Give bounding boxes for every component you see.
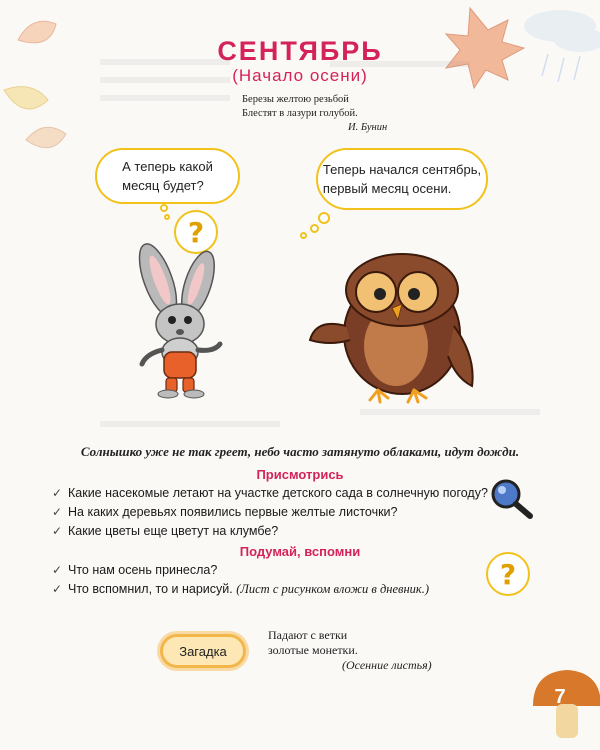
poem-line: Блестят в лазури голубой. <box>242 108 358 119</box>
check-icon: ✓ <box>52 486 63 500</box>
question-icon: ? <box>174 210 218 254</box>
section-look-heading: Присмотрись <box>256 467 344 482</box>
look-list <box>52 484 488 541</box>
question-icon: ? <box>486 552 530 596</box>
poem-author: И. Бунин <box>348 122 388 133</box>
check-icon: ✓ <box>52 524 63 538</box>
bubble-dot <box>318 212 330 224</box>
poem-line: Березы желтою резьбой <box>242 94 349 105</box>
bubble-line: первый месяц осени. <box>322 181 452 196</box>
list-item: ✓ Какие насекомые летают на участке детского сада в солнечную погоду? <box>52 484 488 503</box>
page-subtitle: (Начало осени) <box>232 66 368 85</box>
epigraph-poem <box>242 93 387 135</box>
check-icon: ✓ <box>52 582 63 596</box>
bubble-dot <box>310 224 319 233</box>
page-title: СЕНТЯБРЬ <box>217 36 383 66</box>
bubble-line: Теперь начался сентябрь, <box>322 162 482 177</box>
check-icon: ✓ <box>52 505 63 519</box>
list-item: ✓ Что нам осень принесла? <box>52 561 429 580</box>
bunny-illustration <box>108 240 238 400</box>
check-icon: ✓ <box>52 563 63 577</box>
riddle-line: золотые монетки. <box>268 643 358 657</box>
section-think-heading: Подумай, вспомни <box>239 544 361 559</box>
owl-speech-bubble <box>316 148 488 210</box>
riddle-text <box>268 628 432 673</box>
riddle-label: Загадка <box>160 634 246 668</box>
owl-illustration <box>292 234 492 404</box>
bubble-dot <box>164 214 170 220</box>
page-number: 7 <box>554 685 566 708</box>
bubble-line: месяц будет? <box>122 178 204 193</box>
bubble-line: А теперь какой <box>122 159 213 174</box>
list-item: ✓ Что вспомнил, то и нарисуй. (Лист с рисунком вложи в дневник.) <box>52 580 429 599</box>
riddle-answer: (Осенние листья) <box>342 658 432 672</box>
think-list <box>52 561 429 599</box>
bunny-speech-bubble <box>95 148 240 204</box>
bubble-dot <box>160 204 168 212</box>
list-item: ✓ На каких деревьях появились первые желтые листочки? <box>52 503 488 522</box>
lead-sentence: Солнышко уже не так греет, небо часто затянуто облаками, идут дожди. <box>80 444 520 459</box>
hint-text: (Лист с рисунком вложи в дневник.) <box>236 582 430 596</box>
magnifier-icon <box>488 476 536 520</box>
riddle-line: Падают с ветки <box>268 628 348 642</box>
list-item: ✓ Какие цветы еще цветут на клумбе? <box>52 522 488 541</box>
